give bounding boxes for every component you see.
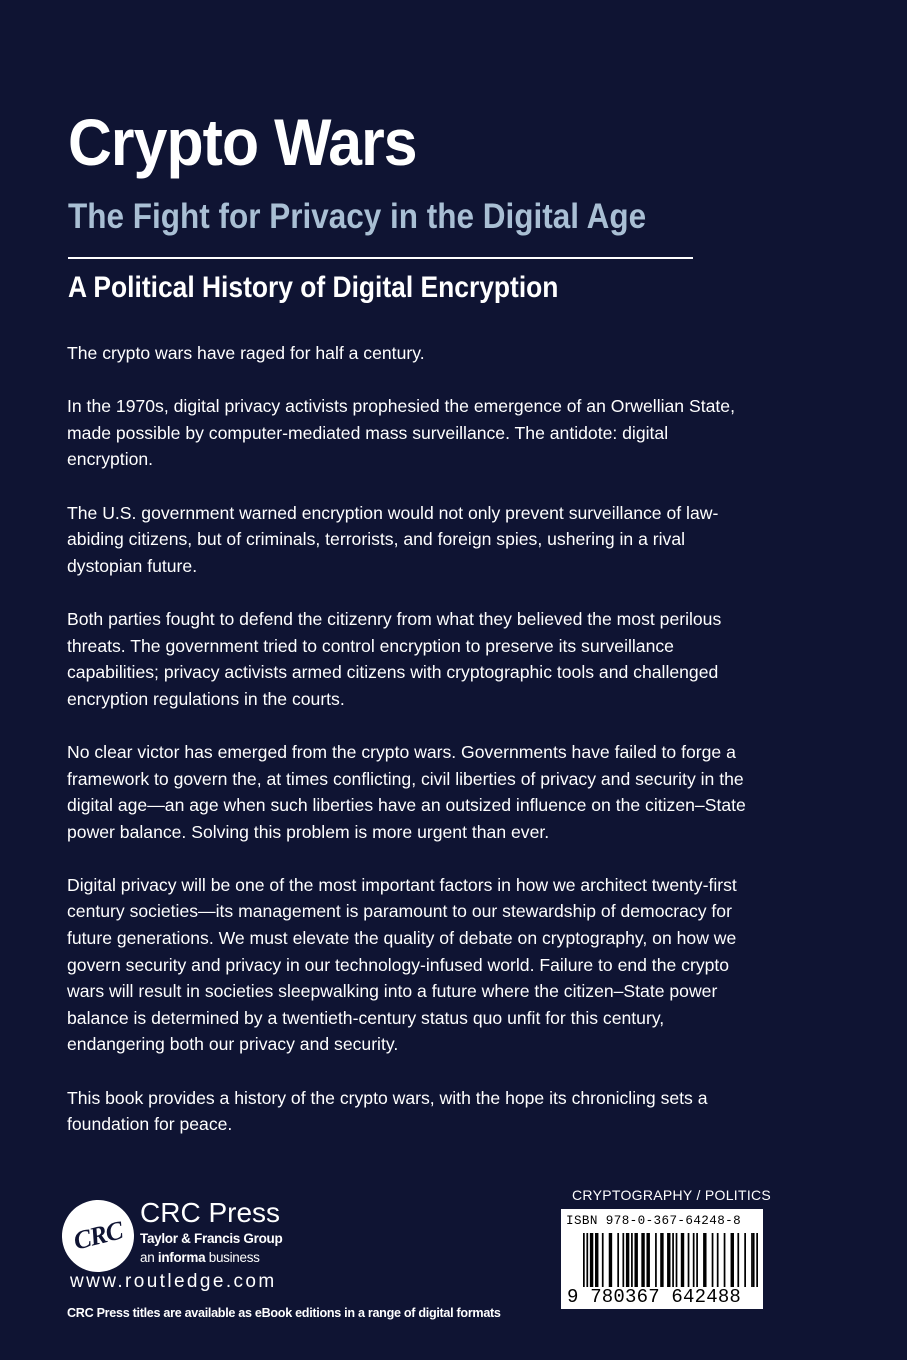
book-title: Crypto Wars xyxy=(68,105,417,179)
barcode-bar xyxy=(731,1233,734,1287)
barcode-panel xyxy=(561,1209,763,1309)
blurb-paragraph: The U.S. government warned encryption would not only prevent surveillance of law-abiding citizens, but of criminals, terrorists, and foreign spies, ushering in a rival dystopian future. xyxy=(67,502,719,576)
blurb-paragraph: Both parties fought to defend the citizenry from what they believed the most perilous threats. The government tried to control encryption to preserve its surveillance capabilities; privacy activists armed citizens with cryptographic tools and challenged encryption regulations in the courts. xyxy=(67,608,722,709)
book-subtitle: The Fight for Privacy in the Digital Age xyxy=(68,197,647,236)
barcode-bar xyxy=(634,1233,637,1287)
barcode-bar xyxy=(586,1233,588,1287)
business-prefix: an xyxy=(140,1250,155,1265)
barcode-bar xyxy=(641,1233,644,1287)
crc-logo-text: CRC xyxy=(70,1215,126,1256)
blurb-paragraph: In the 1970s, digital privacy activists prophesied the emergence of an Orwellian State, made possible by computer-mediated mass surveillance. The antidote: digital encryption. xyxy=(67,396,735,470)
publisher-website-link[interactable]: www.routledge.com xyxy=(70,1271,277,1292)
barcode-bar xyxy=(703,1233,706,1287)
barcode-bar xyxy=(583,1233,585,1287)
barcode-bar xyxy=(609,1233,612,1287)
barcode-bar xyxy=(646,1233,649,1287)
barcode-bar xyxy=(626,1233,629,1287)
barcode-digits: 9 780367 642488 xyxy=(567,1286,742,1308)
barcode-bar xyxy=(617,1233,619,1287)
business-suffix: business xyxy=(208,1250,260,1265)
barcode-bar xyxy=(681,1233,684,1287)
blurb-paragraph: Digital privacy will be one of the most important factors in how we architect twenty-first century societies—its management is paramount to our stewardship of democracy for future generations. We must elevate the quality of debate on cryptography, on how we govern security and privacy in our technology-infused world. Failure to end the crypto wars will result in societies sleepwalking into a future where the citizen–State power balance is determined by a twentieth-century status quo unfit for this century, endangering both our privacy and security. xyxy=(67,874,737,1055)
barcode-bar xyxy=(717,1233,719,1287)
barcode-bar xyxy=(756,1233,758,1287)
barcode-bar xyxy=(724,1233,726,1287)
blurb-paragraph: This book provides a history of the crypto wars, with the hope its chronicling sets a foundation for peace. xyxy=(67,1087,708,1135)
barcode-bar xyxy=(667,1233,670,1287)
ebook-note: CRC Press titles are available as eBook editions in a range of digital formats xyxy=(67,1306,501,1320)
book-tagline: A Political History of Digital Encryption xyxy=(68,271,559,304)
blurb xyxy=(67,340,757,1164)
barcode-bar xyxy=(712,1233,714,1287)
barcode-bar xyxy=(655,1233,657,1287)
subject-category: CRYPTOGRAPHY / POLITICS xyxy=(572,1187,772,1203)
barcode-bar xyxy=(672,1233,674,1287)
barcode-bar xyxy=(622,1233,624,1287)
isbn-label: ISBN 978-0-367-64248-8 xyxy=(566,1214,742,1228)
barcode-bar xyxy=(696,1233,698,1287)
title-divider xyxy=(68,257,693,259)
barcode-bar xyxy=(751,1233,753,1287)
barcode-bar xyxy=(744,1233,746,1287)
barcode-bar xyxy=(631,1233,633,1287)
publisher-business-line xyxy=(140,1249,260,1267)
business-name: informa xyxy=(157,1250,206,1265)
barcode-bar xyxy=(737,1233,739,1287)
barcode-bar xyxy=(590,1233,593,1287)
publisher-group: Taylor & Francis Group xyxy=(140,1231,283,1246)
crc-logo-icon xyxy=(54,1192,141,1279)
barcode-bar xyxy=(688,1233,690,1287)
barcode-bar xyxy=(693,1233,695,1287)
barcode-icon xyxy=(583,1233,758,1291)
publisher-name: CRC Press xyxy=(140,1197,281,1228)
barcode-bar xyxy=(660,1233,663,1287)
barcode-bar xyxy=(602,1233,604,1287)
barcode-bar xyxy=(676,1233,678,1287)
blurb-paragraph: The crypto wars have raged for half a century. xyxy=(67,343,425,363)
barcode-bar xyxy=(595,1233,598,1287)
blurb-paragraph: No clear victor has emerged from the crypto wars. Governments have failed to forge a framework to govern the, at times conflicting, civil liberties of privacy and security in the digital age—an age when such liberties have an outsized influence on the citizen–State power balance. Solving this problem is more urgent than ever. xyxy=(67,741,746,842)
barcode-bar xyxy=(753,1233,755,1287)
